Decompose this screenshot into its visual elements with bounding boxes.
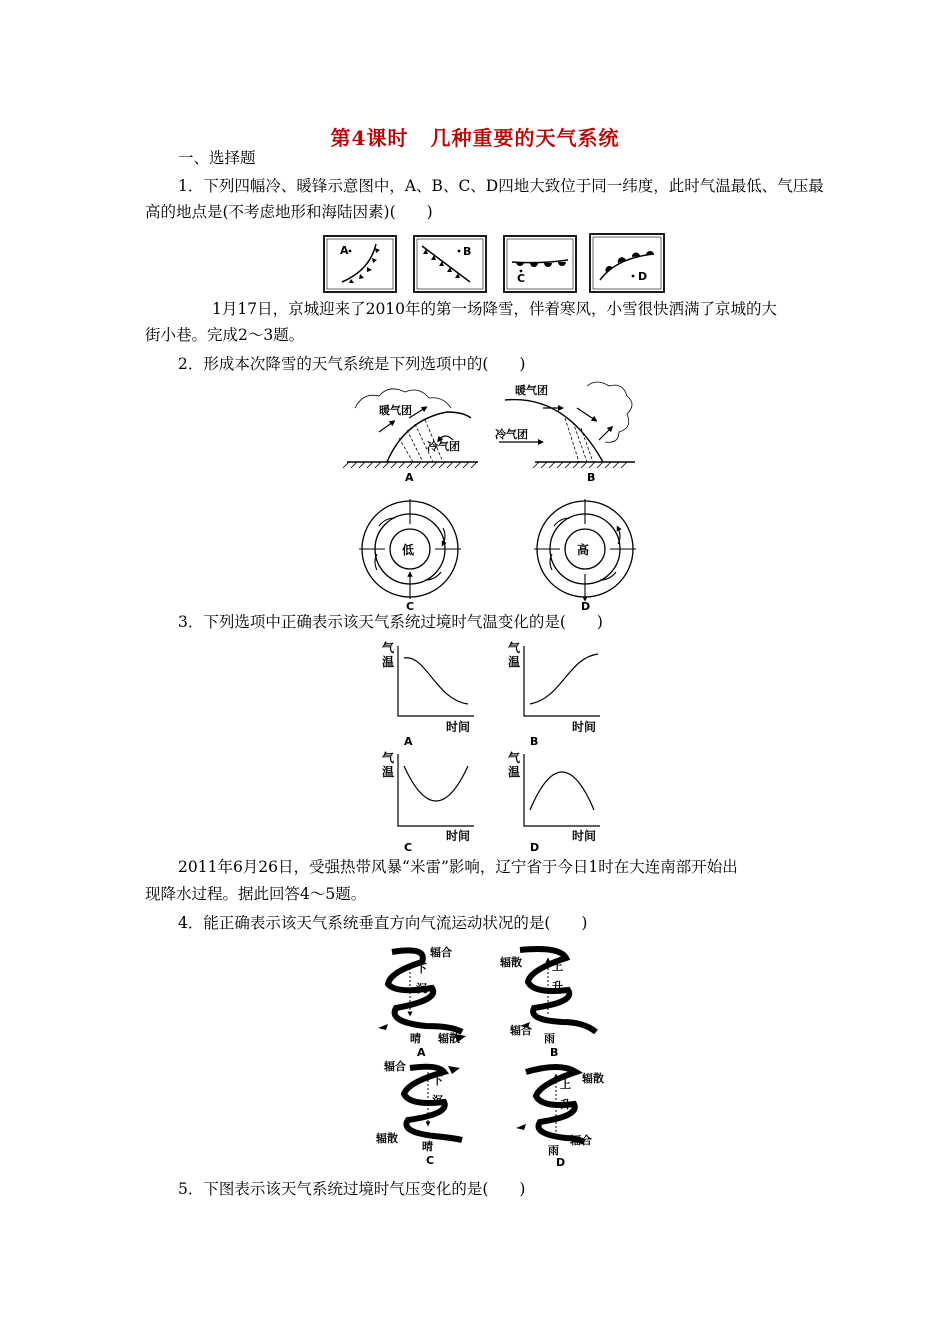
q1-label-a: A <box>340 244 349 257</box>
svg-text:上: 上 <box>552 960 563 973</box>
q4-label-a: A <box>417 1046 426 1059</box>
svg-text:时间: 时间 <box>446 720 471 734</box>
lesson-topic: 几种重要的天气系统 <box>430 126 620 150</box>
q4-label-c: C <box>426 1154 435 1167</box>
q3-label-d: D <box>530 841 540 854</box>
svg-text:时间: 时间 <box>572 720 597 734</box>
svg-text:时间: 时间 <box>572 829 597 843</box>
q1-diagram-a <box>324 236 396 292</box>
section-heading: 一、选择题 <box>178 149 256 167</box>
q4-a-clear: 晴 <box>410 1032 421 1045</box>
q4-c-diverge: 辐散 <box>376 1132 398 1145</box>
q4-label-b: B <box>550 1046 559 1059</box>
svg-text:下: 下 <box>432 1074 443 1087</box>
q2-high-center: 高 <box>577 543 590 557</box>
q3-label-a: A <box>404 735 413 748</box>
q2-b-warm-label: 暖气团 <box>515 384 548 397</box>
q2-a-cold-label: 冷气团 <box>427 440 460 453</box>
q2-b-cold-label: 冷气团 <box>495 428 528 441</box>
q4-d-rain: 雨 <box>548 1144 559 1157</box>
q4-c-converge: 辐合 <box>384 1060 406 1073</box>
svg-text:时间: 时间 <box>446 829 471 843</box>
q2-a-warm-label: 暖气团 <box>379 404 412 417</box>
svg-text:气: 气 <box>508 751 521 765</box>
q4-vortex-diagrams <box>370 942 620 1172</box>
svg-text:气: 气 <box>382 641 395 655</box>
q2-cold-front-diagram-a <box>343 378 478 483</box>
q3-graph-a <box>382 640 474 748</box>
q4-b-rain: 雨 <box>544 1032 555 1045</box>
q1-text-line1: 1．下列四幅冷、暖锋示意图中，A、B、C、D四地大致位于同一纬度，此时气温最低、气压最 <box>178 177 824 195</box>
q3-temperature-graphs <box>380 640 610 854</box>
q1-text-line2: 高的地点是(不考虑地形和海陆因素)( ) <box>145 203 433 221</box>
intro-q4-q5-line1: 2011年6月26日，受强热带风暴“米雷”影响，辽宁省于今日1时在大连南部开始出 <box>178 858 738 876</box>
page-title <box>0 122 950 151</box>
q2-low-center: 低 <box>402 543 415 557</box>
svg-text:温: 温 <box>508 655 521 669</box>
q4-diagram-d <box>516 1067 604 1169</box>
q4-label-d: D <box>556 1156 566 1169</box>
svg-text:气: 气 <box>382 751 395 765</box>
svg-text:升: 升 <box>552 980 563 993</box>
intro-q2-q3-line1: 1月17日，京城迎来了2010年的第一场降雪，伴着寒风，小雪很快洒满了京城的大 <box>212 300 778 318</box>
q1-label-b: B <box>463 245 472 258</box>
q4-diagram-a <box>378 945 466 1059</box>
q3-label-c: C <box>404 841 413 854</box>
q4-b-converge: 辐合 <box>510 1024 532 1037</box>
q2-text: 2．形成本次降雪的天气系统是下列选项中的( ) <box>178 355 526 373</box>
q3-graph-c <box>382 750 474 854</box>
svg-text:温: 温 <box>382 765 395 779</box>
q1-label-c: C <box>517 272 526 285</box>
intro-q4-q5-line2: 现降水过程。据此回答4～5题。 <box>145 885 367 903</box>
q2-warm-front-diagram-b <box>495 378 635 483</box>
q3-text: 3．下列选项中正确表示该天气系统过境时气温变化的是( ) <box>178 613 603 631</box>
intro-q2-q3-line2: 街小巷。完成2～3题。 <box>145 326 305 344</box>
q4-d-converge: 辐合 <box>570 1134 592 1147</box>
svg-text:升: 升 <box>560 1098 571 1111</box>
svg-text:气: 气 <box>508 641 521 655</box>
q3-label-b: B <box>530 735 539 748</box>
q4-c-clear: 晴 <box>422 1140 433 1153</box>
q2-high-pressure-diagram-d <box>530 496 640 612</box>
q4-d-diverge: 辐散 <box>582 1072 604 1085</box>
q4-a-diverge: 辐散 <box>438 1032 460 1045</box>
q4-diagram-b <box>499 949 596 1059</box>
q2-label-b: B <box>587 471 596 484</box>
q1-label-d: D <box>638 270 648 283</box>
svg-text:沉: 沉 <box>432 1094 443 1107</box>
svg-text:温: 温 <box>508 765 521 779</box>
q4-a-converge: 辐合 <box>430 946 452 959</box>
q3-graph-d <box>508 750 600 854</box>
q2-label-c: C <box>406 600 415 613</box>
q1-diagram-b <box>414 236 486 292</box>
q3-graph-b <box>508 640 600 748</box>
q1-front-diagrams <box>320 230 670 296</box>
q4-text: 4．能正确表示该天气系统垂直方向气流运动状况的是( ) <box>178 914 588 932</box>
q1-diagram-c <box>504 236 576 292</box>
q4-diagram-c <box>375 1059 462 1167</box>
svg-text:沉: 沉 <box>416 982 427 995</box>
q1-diagram-d <box>590 234 664 292</box>
q2-label-a: A <box>405 471 414 484</box>
svg-text:上: 上 <box>560 1078 571 1091</box>
q2-label-d: D <box>581 600 591 613</box>
q4-b-diverge: 辐散 <box>500 956 522 969</box>
svg-text:下: 下 <box>416 962 427 975</box>
q2-low-pressure-diagram-c <box>355 496 465 612</box>
lesson-number: 第4课时 <box>330 126 409 150</box>
svg-text:温: 温 <box>382 655 395 669</box>
q5-text: 5．下图表示该天气系统过境时气压变化的是( ) <box>178 1180 526 1198</box>
